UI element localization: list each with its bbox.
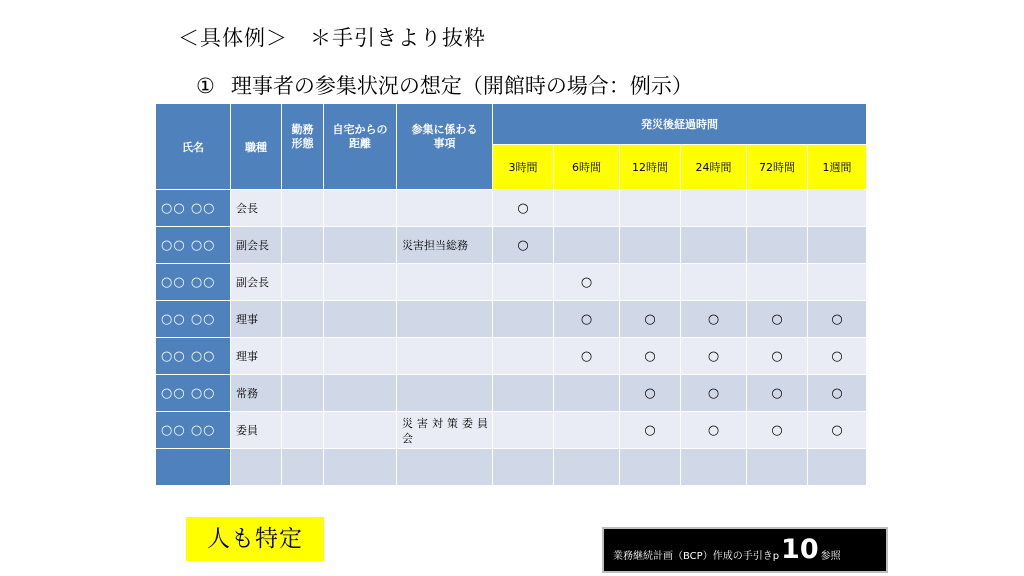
header-time-4: 72時間 <box>747 145 808 190</box>
attendance-mark-cell <box>554 375 620 412</box>
position-cell: 副会長 <box>231 227 282 264</box>
distance-cell <box>324 338 397 375</box>
attendance-mark-cell <box>493 264 554 301</box>
attendance-mark-cell <box>493 301 554 338</box>
attendance-mark-cell <box>808 227 867 264</box>
reference-page: 10 <box>781 534 819 565</box>
header-time-0: 3時間 <box>493 145 554 190</box>
attendance-mark-cell: ○ <box>554 338 620 375</box>
position-cell: 常務 <box>231 375 282 412</box>
reference-text: 業務継続計画（BCP）作成の手引きp <box>613 551 780 562</box>
work-style-cell <box>282 264 324 301</box>
table-row <box>156 338 867 375</box>
duty-cell <box>397 301 493 338</box>
position-cell: 委員 <box>231 412 282 449</box>
attendance-mark-cell <box>493 449 554 486</box>
position-cell: 理事 <box>231 338 282 375</box>
attendance-mark-cell: ○ <box>747 412 808 449</box>
table-row <box>156 264 867 301</box>
name-cell: ○○ ○○ <box>156 338 231 375</box>
header-time-3: 24時間 <box>681 145 747 190</box>
attendance-mark-cell: ○ <box>808 375 867 412</box>
header-time-1: 6時間 <box>554 145 620 190</box>
page-heading: ＜具体例＞ ＊手引きより抜粋 <box>178 26 486 50</box>
name-cell: ○○ ○○ <box>156 190 231 227</box>
header-distance <box>324 104 397 190</box>
attendance-mark-cell <box>493 338 554 375</box>
header-time-2: 12時間 <box>620 145 681 190</box>
work-style-cell <box>282 301 324 338</box>
attendance-mark-cell <box>808 190 867 227</box>
header-duty-text: 参集に係わる 事項 <box>411 123 478 150</box>
attendance-mark-cell <box>620 227 681 264</box>
attendance-mark-cell: ○ <box>620 301 681 338</box>
attendance-mark-cell: ○ <box>681 301 747 338</box>
attendance-table <box>155 103 867 486</box>
work-style-cell <box>282 449 324 486</box>
work-style-cell <box>282 190 324 227</box>
attendance-mark-cell <box>620 264 681 301</box>
attendance-mark-cell: ○ <box>681 338 747 375</box>
name-cell <box>156 449 231 486</box>
attendance-mark-cell: ○ <box>747 301 808 338</box>
attendance-mark-cell: ○ <box>493 227 554 264</box>
attendance-mark-cell: ○ <box>620 412 681 449</box>
name-cell: ○○ ○○ <box>156 375 231 412</box>
name-cell: ○○ ○○ <box>156 227 231 264</box>
distance-cell <box>324 301 397 338</box>
duty-cell <box>397 449 493 486</box>
work-style-cell <box>282 412 324 449</box>
attendance-mark-cell <box>493 412 554 449</box>
position-cell: 会長 <box>231 190 282 227</box>
attendance-mark-cell <box>681 264 747 301</box>
header-duty <box>397 104 493 190</box>
attendance-mark-cell <box>681 227 747 264</box>
duty-cell: 災害対策委員会 <box>397 412 493 449</box>
attendance-mark-cell <box>747 227 808 264</box>
attendance-mark-cell <box>554 412 620 449</box>
attendance-mark-cell <box>620 190 681 227</box>
attendance-mark-cell: ○ <box>554 301 620 338</box>
attendance-mark-cell <box>554 449 620 486</box>
distance-cell <box>324 227 397 264</box>
attendance-mark-cell <box>747 449 808 486</box>
attendance-mark-cell: ○ <box>681 412 747 449</box>
attendance-mark-cell <box>554 227 620 264</box>
distance-cell <box>324 264 397 301</box>
section-number: ① <box>196 74 215 98</box>
work-style-cell <box>282 375 324 412</box>
header-elapsed-time: 発災後経過時間 <box>493 104 867 145</box>
attendance-mark-cell: ○ <box>808 412 867 449</box>
name-cell: ○○ ○○ <box>156 264 231 301</box>
attendance-mark-cell: ○ <box>808 301 867 338</box>
attendance-mark-cell: ○ <box>747 338 808 375</box>
reference-suffix: 参照 <box>820 551 841 562</box>
attendance-mark-cell: ○ <box>681 375 747 412</box>
attendance-mark-cell <box>808 264 867 301</box>
name-cell: ○○ ○○ <box>156 301 231 338</box>
attendance-mark-cell <box>554 190 620 227</box>
attendance-mark-cell <box>808 449 867 486</box>
attendance-mark-cell: ○ <box>620 375 681 412</box>
work-style-cell <box>282 227 324 264</box>
duty-cell <box>397 338 493 375</box>
work-style-cell <box>282 338 324 375</box>
attendance-mark-cell <box>493 375 554 412</box>
duty-cell <box>397 375 493 412</box>
table-row <box>156 301 867 338</box>
distance-cell <box>324 449 397 486</box>
attendance-mark-cell: ○ <box>808 338 867 375</box>
header-position: 職種 <box>231 104 282 190</box>
table-row <box>156 227 867 264</box>
people-specified-badge: 人も特定 <box>186 517 324 561</box>
header-distance-text: 自宅からの 距離 <box>332 123 388 150</box>
attendance-mark-cell <box>681 190 747 227</box>
position-cell: 理事 <box>231 301 282 338</box>
header-work-style <box>282 104 324 190</box>
position-cell <box>231 449 282 486</box>
attendance-mark-cell: ○ <box>493 190 554 227</box>
distance-cell <box>324 375 397 412</box>
distance-cell <box>324 190 397 227</box>
attendance-mark-cell <box>747 190 808 227</box>
table-row <box>156 449 867 486</box>
section-title: 理事者の参集状況の想定（開館時の場合：例示） <box>230 74 693 98</box>
header-work-style-text: 勤務 形態 <box>291 123 314 150</box>
section-subheading <box>196 70 693 100</box>
header-time-5: 1週間 <box>808 145 867 190</box>
attendance-mark-cell <box>620 449 681 486</box>
attendance-mark-cell <box>747 264 808 301</box>
table-row <box>156 412 867 449</box>
duty-cell <box>397 264 493 301</box>
attendance-mark-cell: ○ <box>620 338 681 375</box>
attendance-mark-cell: ○ <box>554 264 620 301</box>
table-row <box>156 190 867 227</box>
name-cell: ○○ ○○ <box>156 412 231 449</box>
attendance-mark-cell <box>681 449 747 486</box>
duty-cell: 災害担当総務 <box>397 227 493 264</box>
attendance-mark-cell: ○ <box>747 375 808 412</box>
distance-cell <box>324 412 397 449</box>
duty-cell <box>397 190 493 227</box>
reference-badge <box>602 527 888 573</box>
header-name: 氏名 <box>156 104 231 190</box>
position-cell: 副会長 <box>231 264 282 301</box>
table-row <box>156 375 867 412</box>
